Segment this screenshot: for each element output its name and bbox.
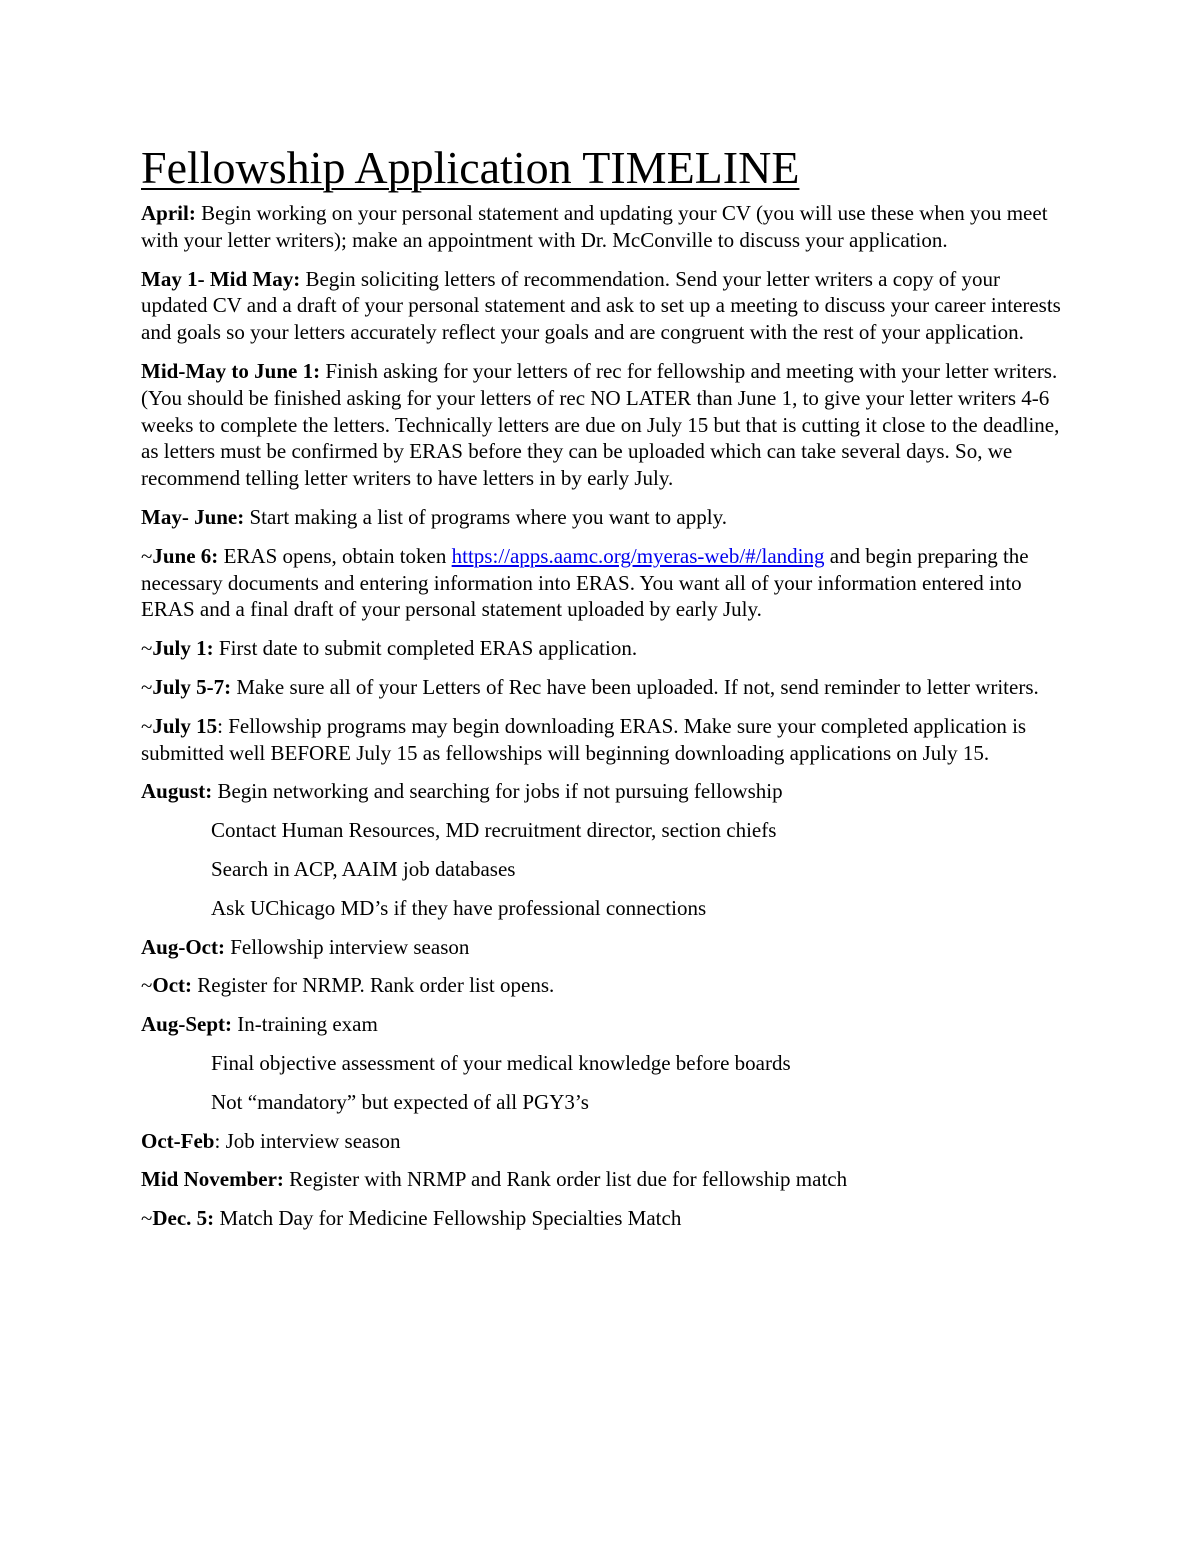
entry-prefix: ~: [141, 543, 153, 568]
timeline-entry-may: [141, 266, 1071, 346]
document-page: [141, 140, 1071, 1244]
entry-label: August:: [141, 779, 213, 804]
entry-text: In-training exam: [232, 1012, 378, 1037]
entry-label: Aug-Oct:: [141, 934, 225, 959]
timeline-entry-april: [141, 200, 1071, 254]
entry-label: May- June:: [141, 504, 245, 529]
timeline-entry-july-1: [141, 635, 1071, 662]
entry-label: July 15: [152, 713, 218, 738]
entry-label: Dec. 5:: [152, 1206, 215, 1231]
timeline-entry-aug-oct: [141, 934, 1071, 961]
entry-text: Begin networking and searching for jobs if not pursuing fellowship: [212, 779, 783, 804]
timeline-entry-dec-5: [141, 1205, 1071, 1232]
timeline-entry-mid-may: [141, 358, 1071, 492]
entry-text: Fellowship interview season: [224, 934, 470, 959]
entry-label: April:: [141, 201, 196, 225]
timeline-entry-mid-november: [141, 1166, 1071, 1193]
entry-text: : Fellowship programs may begin downloading ERAS. Make sure your completed application is submitted well BEFORE July 15 as fellowships will beginning downloading applications on July 15.: [141, 713, 1027, 765]
entry-text: First date to submit completed ERAS application.: [213, 636, 638, 661]
entry-text: Start making a list of programs where you want to apply.: [244, 504, 727, 529]
sub-item: Search in ACP, AAIM job databases: [211, 856, 516, 881]
entry-text: Begin soliciting letters of recommendation. Send your letter writers a copy of your updated CV and a draft of your personal statement and ask to set up a meeting to discuss your career interests and goals so your letters accurately reflect your goals and are congruent with the rest of your application.: [141, 266, 1061, 345]
entry-label: Mid November:: [141, 1167, 284, 1192]
entry-text: Finish asking for your letters of rec for fellowship and meeting with your letter writers. (You should be finished asking for your letters of rec NO LATER than June 1, to give your letter writers 4-6 weeks to complete the letters. Technically letters are due on July 15 but that is cutting it close to the deadline, as letters must be confirmed by ERAS before they can be uploaded which can take several days. So, we recommend telling letter writers to have letters in by early July.: [141, 358, 1060, 491]
entry-text: Register with NRMP and Rank order list due for fellowship match: [283, 1167, 848, 1192]
entry-text-after: and begin preparing the necessary documents and entering information into ERAS. You want all of your information entered into ERAS and a final draft of your personal statement uploaded by early July.: [141, 543, 1029, 622]
entry-text: : Job interview season: [214, 1128, 401, 1153]
timeline-entry-july-5-7: [141, 674, 1071, 701]
entry-label: June 6:: [152, 543, 219, 568]
sub-item: Final objective assessment of your medical knowledge before boards: [211, 1050, 791, 1075]
entry-text: Register for NRMP. Rank order list opens.: [192, 973, 555, 998]
timeline-entry-july-15: [141, 713, 1071, 767]
timeline-entry-may-june: [141, 504, 1071, 531]
entry-label: July 5-7:: [152, 674, 232, 699]
entry-prefix: ~: [141, 1206, 153, 1231]
sub-item: Not “mandatory” but expected of all PGY3’s: [211, 1089, 589, 1114]
timeline-entry-oct-feb: [141, 1128, 1071, 1155]
entry-label: July 1:: [152, 636, 214, 661]
entry-prefix: ~: [141, 636, 153, 661]
entry-label: Mid-May to June 1:: [141, 358, 321, 383]
entry-text: ERAS opens, obtain token: [218, 543, 452, 568]
timeline-entry-august: [141, 778, 1071, 805]
entry-label: Oct-Feb: [141, 1128, 215, 1153]
eras-link[interactable]: https://apps.aamc.org/myeras-web/#/landing: [451, 543, 825, 568]
entry-label: May 1- Mid May:: [141, 266, 301, 291]
timeline-entry-oct: [141, 972, 1071, 999]
entry-text: Make sure all of your Letters of Rec have been uploaded. If not, send reminder to letter writers.: [231, 674, 1039, 699]
sub-item: Ask UChicago MD’s if they have professional connections: [211, 895, 707, 920]
entry-prefix: ~: [141, 713, 153, 738]
entry-prefix: ~: [141, 973, 153, 998]
page-title: Fellowship Application TIMELINE: [141, 142, 800, 193]
sub-item: Contact Human Resources, MD recruitment director, section chiefs: [211, 818, 777, 843]
entry-label: Aug-Sept:: [141, 1012, 233, 1037]
entry-prefix: ~: [141, 674, 153, 699]
timeline-entry-june-6: [141, 543, 1071, 623]
entry-label: Oct:: [152, 973, 193, 998]
entry-text: Match Day for Medicine Fellowship Specialties Match: [214, 1206, 682, 1231]
entry-text: Begin working on your personal statement and updating your CV (you will use these when you meet with your letter writers); make an appointment with Dr. McConville to discuss your application.: [141, 201, 1048, 252]
timeline-entry-aug-sept: [141, 1011, 1071, 1038]
